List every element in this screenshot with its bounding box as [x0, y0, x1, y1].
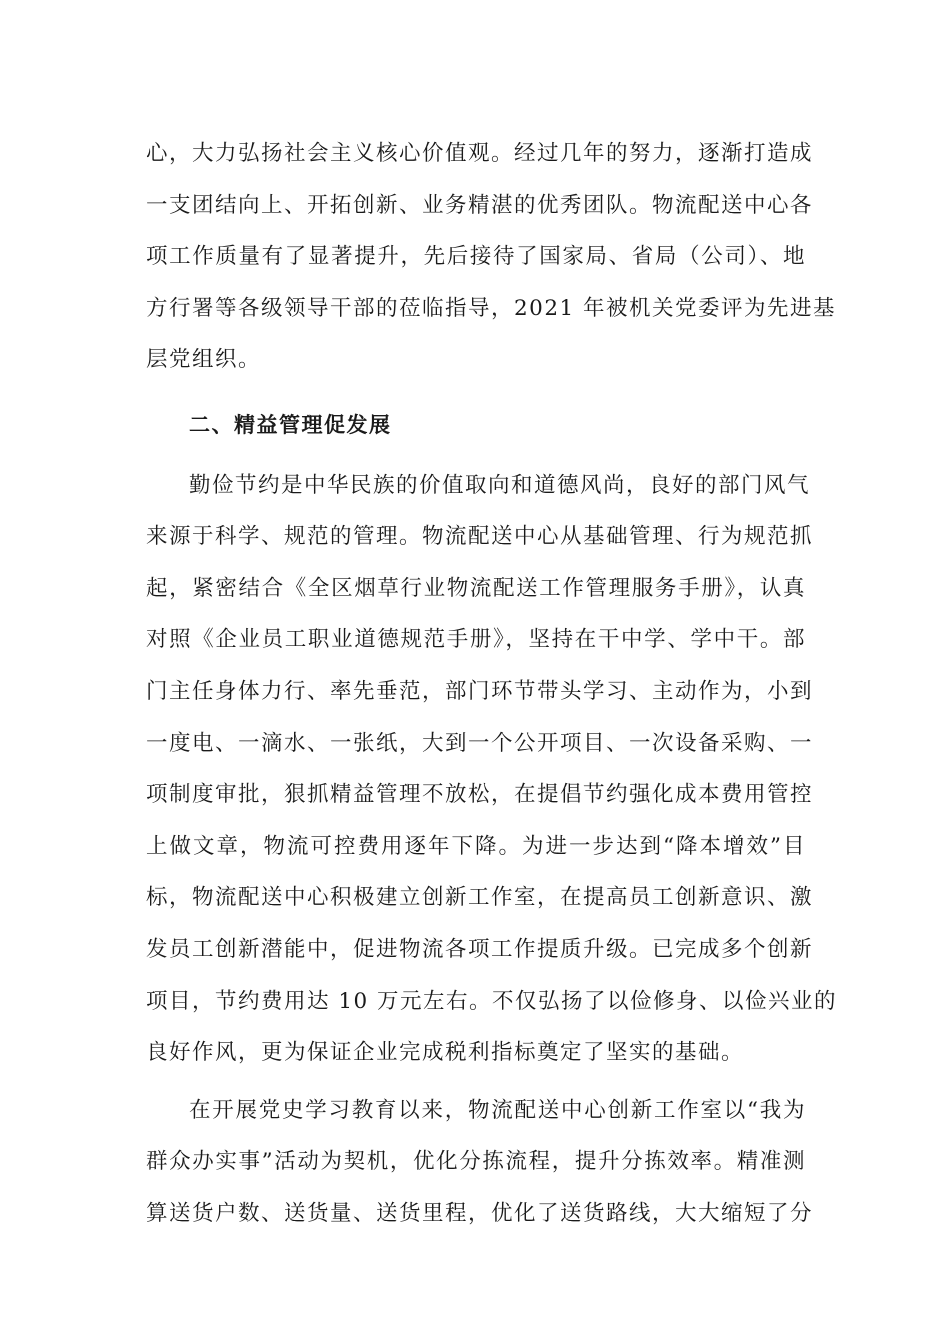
text-line: 群众办实事”活动为契机，优化分拣流程，提升分拣效率。精准测 — [146, 1149, 806, 1175]
text-line: 良好作风，更为保证企业完成税利指标奠定了坚实的基础。 — [146, 1040, 745, 1066]
text-line: 门主任身体力行、率先垂范，部门环节带头学习、主动作为，小到 — [146, 678, 814, 704]
text-line: 项目，节约费用达 10 万元左右。不仅弘扬了以俭修身、以俭兴业的 — [146, 988, 838, 1014]
document-body — [146, 128, 838, 1239]
text-line: 方行署等各级领导干部的莅临指导，2021 年被机关党委评为先进基 — [146, 295, 837, 321]
text-line: 项制度审批，狠抓精益管理不放松，在提倡节约强化成本费用管控 — [146, 782, 814, 808]
text-line: 来源于科学、规范的管理。物流配送中心从基础管理、行为规范抓 — [146, 524, 814, 550]
text-line: 项工作质量有了显著提升，先后接待了国家局、省局（公司）、地 — [146, 244, 806, 270]
section-heading: 二、精益管理促发展 — [189, 412, 392, 437]
text-line: 一支团结向上、开拓创新、业务精湛的优秀团队。物流配送中心各 — [146, 192, 814, 218]
text-line: 勤俭节约是中华民族的价值取向和道德风尚，良好的部门风气 — [189, 472, 811, 498]
paragraph-lean-management — [146, 460, 838, 1079]
text-line: 发员工创新潜能中，促进物流各项工作提质升级。已完成多个创新 — [146, 936, 814, 962]
paragraph-party-history — [146, 1085, 814, 1240]
text-line: 对照《企业员工职业道德规范手册》，坚持在干中学、学中干。部 — [146, 627, 806, 653]
text-line: 心，大力弘扬社会主义核心价值观。经过几年的努力，逐渐打造成 — [146, 141, 814, 166]
text-line: 上做文章，物流可控费用逐年下降。为进一步达到“降本增效”目 — [146, 833, 806, 859]
text-line: 在开展党史学习教育以来，物流配送中心创新工作室以“我为 — [189, 1097, 806, 1123]
text-line: 算送货户数、送货量、送货里程，优化了送货路线，大大缩短了分 — [146, 1200, 814, 1226]
text-line: 标，物流配送中心积极建立创新工作室，在提高员工创新意识、激 — [146, 885, 814, 911]
paragraph-team-building — [146, 128, 837, 386]
text-line: 起，紧密结合《全区烟草行业物流配送工作管理服务手册》，认真 — [146, 575, 806, 601]
text-line: 一度电、一滴水、一张纸，大到一个公开项目、一次设备采购、一 — [146, 730, 814, 756]
text-line: 层党组织。 — [146, 347, 262, 373]
